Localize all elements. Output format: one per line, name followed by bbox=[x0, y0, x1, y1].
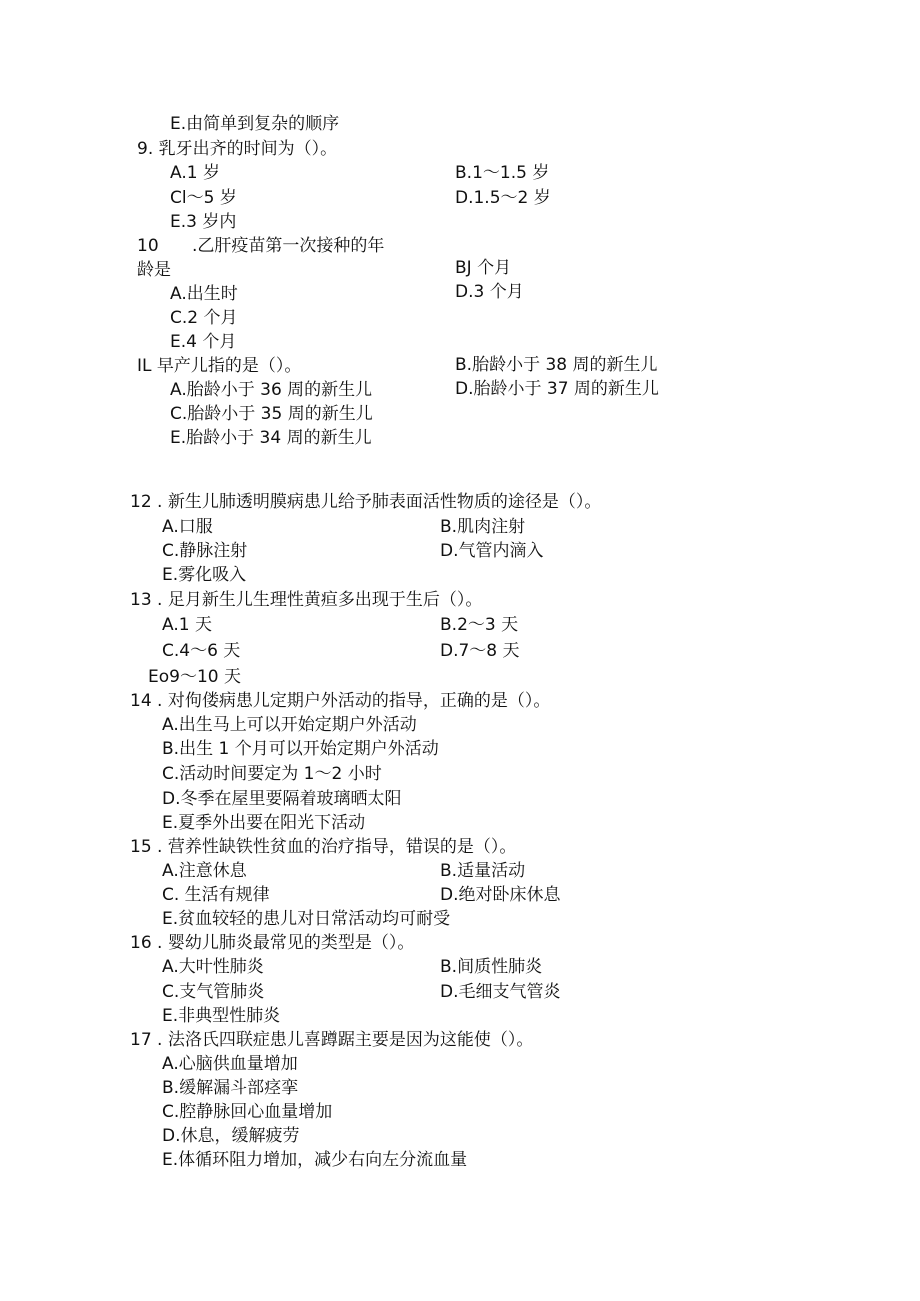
q10-stem-line1: .乙肝疫苗第一次接种的年 bbox=[192, 236, 385, 256]
q15-option-e: E.贫血较轻的患儿对日常活动均可耐受 bbox=[162, 909, 451, 929]
q16-option-a: A.大叶性肺炎 bbox=[162, 957, 264, 977]
q9-option-d: D.1.5～2 岁 bbox=[455, 188, 551, 208]
q9-stem: 9. 乳牙出齐的时间为（）。 bbox=[137, 139, 338, 159]
q16-option-e: E.非典型性肺炎 bbox=[162, 1006, 281, 1026]
q11-option-c: C.胎龄小于 35 周的新生儿 bbox=[170, 404, 373, 424]
q17-option-a: A.心脑供血量增加 bbox=[162, 1054, 298, 1074]
q13-option-b: B.2～3 天 bbox=[440, 615, 519, 635]
q16-option-b: B.间质性肺炎 bbox=[440, 957, 543, 977]
q13-option-c: C.4～6 天 bbox=[162, 641, 241, 661]
q11-option-b: B.胎龄小于 38 周的新生儿 bbox=[455, 355, 658, 375]
q12-option-b: B.肌肉注射 bbox=[440, 517, 526, 537]
q10-option-a: A.出生时 bbox=[170, 284, 238, 304]
q17-option-e: E.体循环阻力增加，减少右向左分流血量 bbox=[162, 1150, 468, 1170]
q16-option-c: C.支气管肺炎 bbox=[162, 982, 265, 1002]
q14-option-b: B.出生 1 个月可以开始定期户外活动 bbox=[162, 739, 439, 759]
q17-option-c: C.腔静脉回心血量增加 bbox=[162, 1102, 333, 1122]
q10-stem-line2: 龄是 bbox=[137, 260, 171, 280]
q10-option-b: BJ 个月 bbox=[455, 258, 512, 278]
q16-stem: 16 . 婴幼儿肺炎最常见的类型是（）。 bbox=[130, 933, 415, 953]
q15-option-d: D.绝对卧床休息 bbox=[440, 885, 561, 905]
q10-option-c: C.2 个月 bbox=[170, 308, 238, 328]
q14-option-d: D.冬季在屋里要隔着玻璃晒太阳 bbox=[162, 789, 402, 809]
q12-option-e: E.雾化吸入 bbox=[162, 565, 247, 585]
q15-stem: 15 . 营养性缺铁性贫血的治疗指导，错误的是（）。 bbox=[130, 837, 517, 857]
q11-option-d: D.胎龄小于 37 周的新生儿 bbox=[455, 379, 659, 399]
q13-option-d: D.7～8 天 bbox=[440, 641, 520, 661]
q12-option-c: C.静脉注射 bbox=[162, 541, 248, 561]
q12-option-a: A.口服 bbox=[162, 517, 213, 537]
q15-option-c: C. 生活有规律 bbox=[162, 885, 270, 905]
q14-option-c: C.活动时间要定为 1～2 小时 bbox=[162, 764, 382, 784]
q10-option-d: D.3 个月 bbox=[455, 282, 524, 302]
q13-option-e: Eo9～10 天 bbox=[148, 667, 241, 687]
q11-option-a: A.胎龄小于 36 周的新生儿 bbox=[170, 380, 373, 400]
q17-option-d: D.休息，缓解疲劳 bbox=[162, 1126, 300, 1146]
q17-option-b: B.缓解漏斗部痉挛 bbox=[162, 1078, 299, 1098]
q9-option-c: Cl～5 岁 bbox=[170, 188, 237, 208]
q14-stem: 14 . 对佝偻病患儿定期户外活动的指导，正确的是（）。 bbox=[130, 691, 551, 711]
q12-option-d: D.气管内滴入 bbox=[440, 541, 544, 561]
q11-stem: IL 早产儿指的是（）。 bbox=[137, 356, 302, 376]
q9-option-e: E.3 岁内 bbox=[170, 212, 237, 232]
q10-option-e: E.4 个月 bbox=[170, 332, 237, 352]
q14-option-a: A.出生马上可以开始定期户外活动 bbox=[162, 715, 417, 735]
q15-option-b: B.适量活动 bbox=[440, 861, 526, 881]
q15-option-a: A.注意休息 bbox=[162, 861, 247, 881]
q10-number: 10 bbox=[137, 236, 159, 256]
q11-option-e: E.胎龄小于 34 周的新生儿 bbox=[170, 428, 372, 448]
q9-option-a: A.1 岁 bbox=[170, 163, 220, 183]
q13-option-a: A.1 天 bbox=[162, 615, 212, 635]
q13-stem: 13 . 足月新生儿生理性黄疸多出现于生后（）。 bbox=[130, 590, 483, 610]
q12-stem: 12 . 新生儿肺透明膜病患儿给予肺表面活性物质的途径是（）。 bbox=[130, 492, 602, 512]
q16-option-d: D.毛细支气管炎 bbox=[440, 982, 561, 1002]
q8-option-e: E.由简单到复杂的顺序 bbox=[170, 114, 340, 134]
q17-stem: 17 . 法洛氏四联症患儿喜蹲踞主要是因为这能使（）。 bbox=[130, 1030, 534, 1050]
q14-option-e: E.夏季外出要在阳光下活动 bbox=[162, 813, 366, 833]
q9-option-b: B.1～1.5 岁 bbox=[455, 163, 550, 183]
